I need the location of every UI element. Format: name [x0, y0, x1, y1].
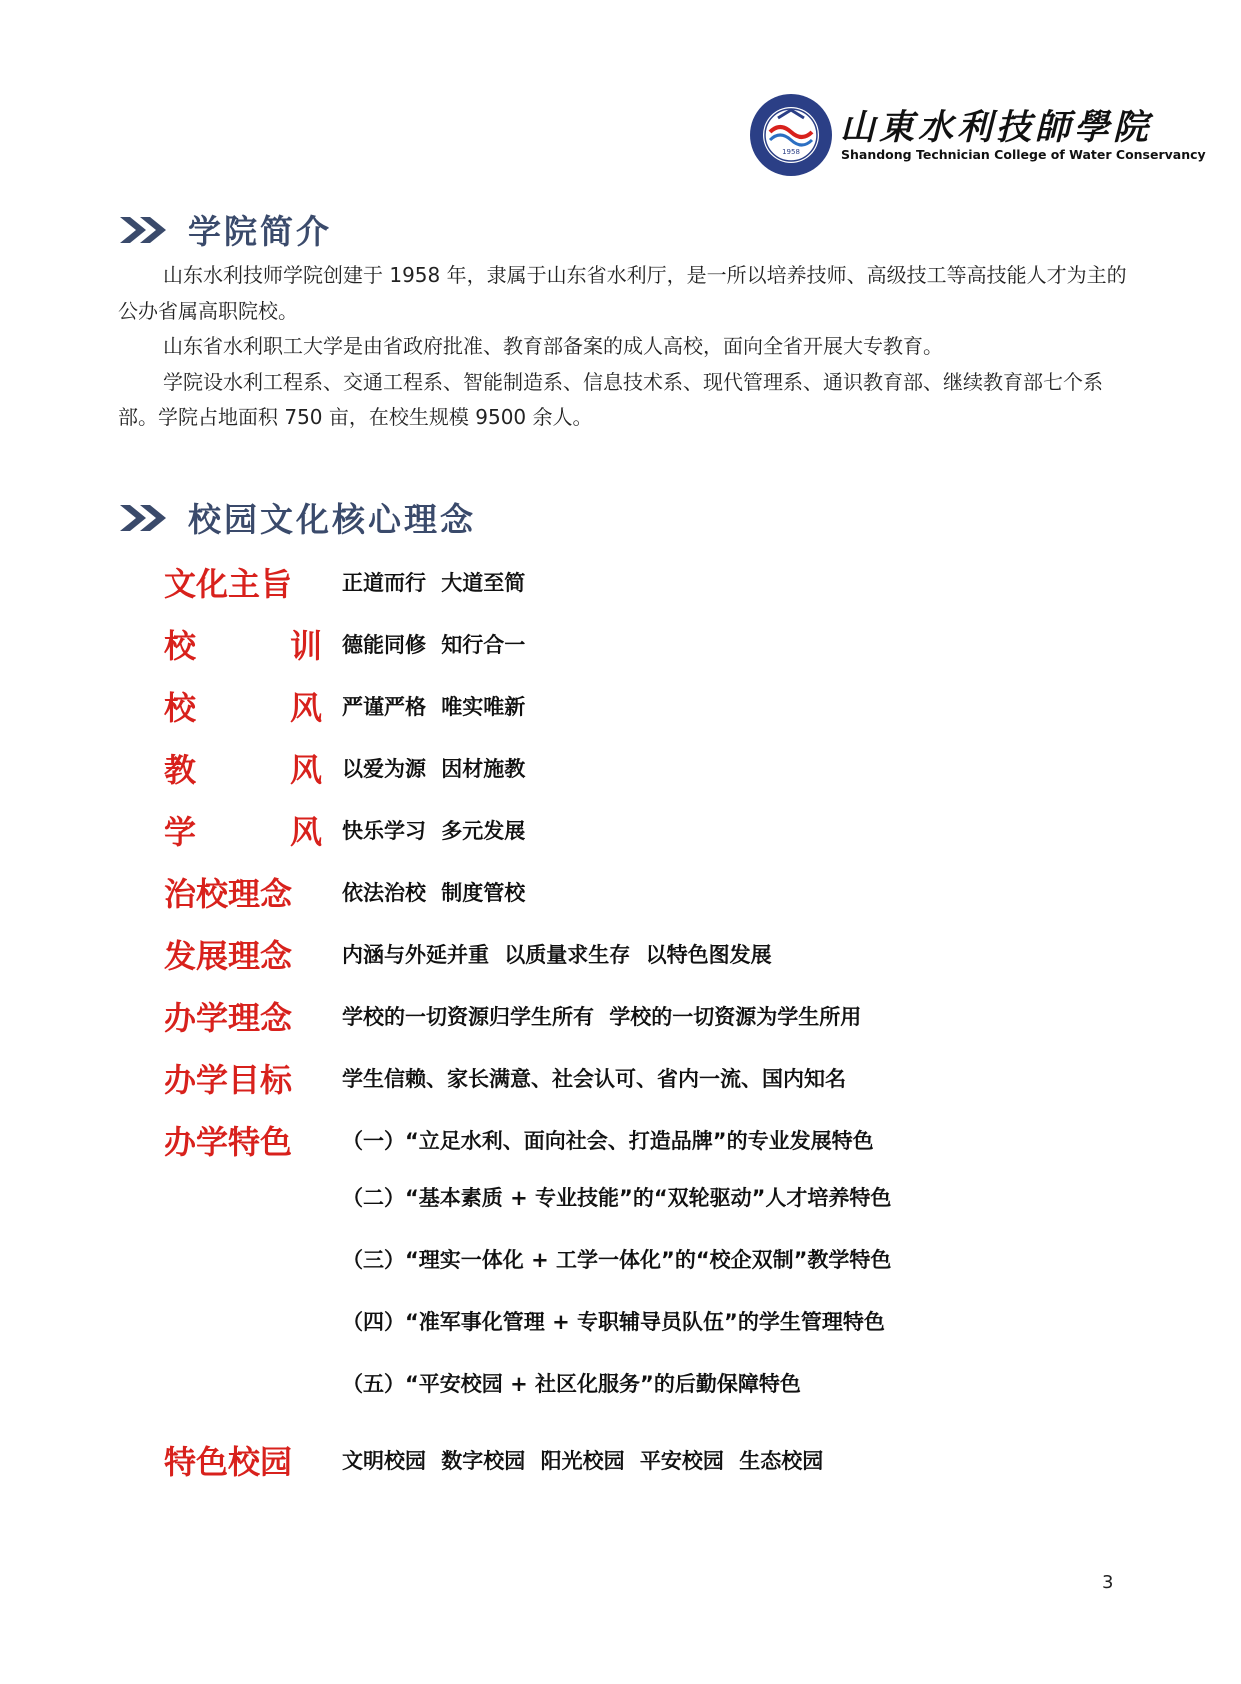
culture-label-char: 训 [289, 627, 322, 665]
culture-label: 治校理念 [164, 875, 293, 913]
culture-value: 严谨严格 唯实唯新 [342, 695, 526, 719]
intro-paragraph: 山东省水利职工大学是由省政府批准、教育部备案的成人高校，面向全省开展大专教育。 [163, 334, 943, 358]
culture-value: 文明校园 数字校园 阳光校园 平安校园 生态校园 [342, 1449, 824, 1473]
culture-item [164, 748, 525, 788]
culture-item [164, 810, 525, 850]
feature-item: （二）“基本素质 + 专业技能”的“双轮驱动”人才培养特色 [342, 1186, 892, 1210]
emblem-year: 1958 [782, 148, 800, 156]
section-title-text: 学院简介 [188, 212, 332, 251]
culture-label: 办学理念 [164, 999, 293, 1037]
culture-label [164, 745, 322, 791]
double-chevron-icon [118, 503, 170, 533]
culture-item [164, 562, 525, 602]
intro-text [118, 258, 1128, 436]
culture-value: 内涵与外延并重 以质量求生存 以特色图发展 [342, 943, 772, 967]
feature-item: （四）“准军事化管理 + 专职辅导员队伍”的学生管理特色 [342, 1310, 885, 1334]
culture-label-char: 风 [289, 689, 322, 727]
feature-item: （五）“平安校园 + 社区化服务”的后勤保障特色 [342, 1372, 801, 1396]
logo-chinese-name: 山東水利技師學院 [840, 107, 1153, 148]
culture-value: （一）“立足水利、面向社会、打造品牌”的专业发展特色 [342, 1129, 874, 1153]
culture-value: 正道而行 大道至简 [342, 571, 526, 595]
section-title-text: 校园文化核心理念 [188, 500, 476, 539]
culture-label [164, 683, 322, 729]
culture-label: 发展理念 [164, 937, 293, 975]
culture-item [164, 686, 525, 726]
culture-label [164, 621, 322, 667]
culture-label-char: 风 [289, 813, 322, 851]
culture-label: 特色校园 [164, 1443, 293, 1481]
culture-label [164, 807, 322, 853]
section-title-intro [118, 206, 332, 253]
culture-label-char: 教 [164, 751, 197, 789]
culture-item [164, 934, 772, 974]
logo-english-name: Shandong Technician College of Water Conservancy [841, 147, 1206, 162]
culture-value: 依法治校 制度管校 [342, 881, 526, 905]
college-logo [748, 90, 1206, 180]
culture-item [164, 1440, 823, 1480]
culture-label: 文化主旨 [164, 565, 293, 603]
culture-label: 办学特色 [164, 1123, 293, 1161]
intro-paragraph: 山东水利技师学院创建于 1958 年，隶属于山东省水利厅，是一所以培养技师、高级技工等高技能人才为主的公办省属高职院校。 [118, 263, 1127, 323]
intro-paragraph: 学院设水利工程系、交通工程系、智能制造系、信息技术系、现代管理系、通识教育部、继续教育部七个系部。学院占地面积 750 亩，在校生规模 9500 余人。 [118, 369, 1103, 429]
culture-item [164, 1120, 874, 1160]
culture-value: 快乐学习 多元发展 [342, 819, 526, 843]
culture-label-char: 学 [164, 813, 197, 851]
double-chevron-icon [118, 215, 170, 245]
culture-label-char: 校 [164, 689, 197, 727]
culture-value: 以爱为源 因材施教 [342, 757, 526, 781]
feature-item: （三）“理实一体化 + 工学一体化”的“校企双制”教学特色 [342, 1248, 892, 1272]
culture-label-char: 风 [289, 751, 322, 789]
culture-label-char: 校 [164, 627, 197, 665]
culture-item [164, 1058, 846, 1098]
culture-value: 学校的一切资源归学生所有 学校的一切资源为学生所用 [342, 1005, 862, 1029]
culture-value: 学生信赖、家长满意、社会认可、省内一流、国内知名 [342, 1067, 846, 1091]
college-emblem-icon [748, 92, 834, 178]
culture-item [164, 872, 525, 912]
culture-label: 办学目标 [164, 1061, 293, 1099]
section-title-culture [118, 494, 476, 541]
culture-item [164, 624, 525, 664]
culture-item [164, 996, 861, 1036]
culture-value: 德能同修 知行合一 [342, 633, 526, 657]
page-number: 3 [1102, 1572, 1114, 1593]
